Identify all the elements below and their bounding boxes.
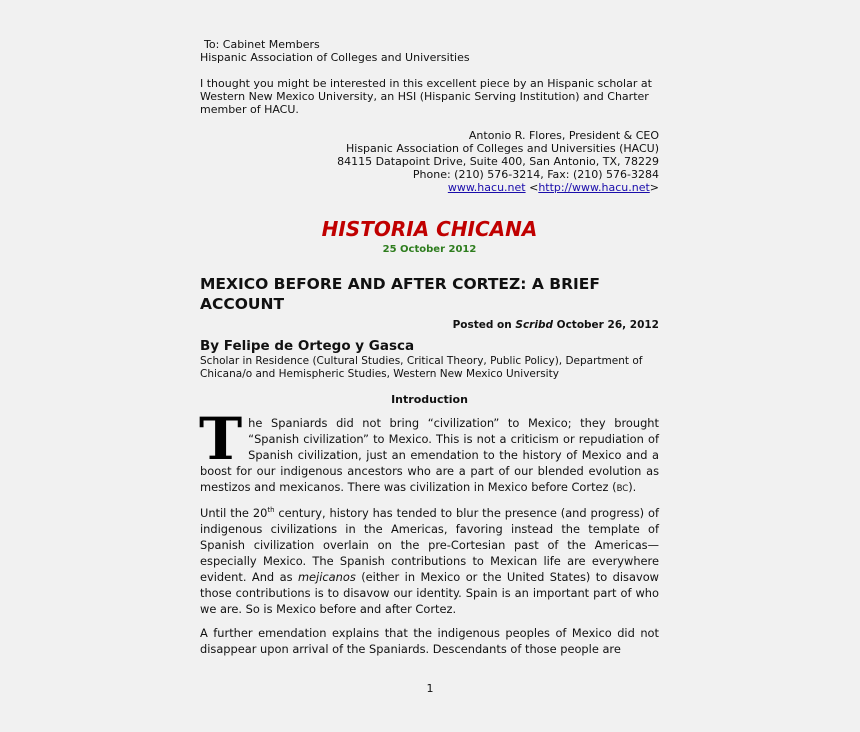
paragraph-2-a: Until the 20 <box>200 506 268 520</box>
article-byline: By Felipe de Ortego y Gasca <box>200 338 415 354</box>
article-body <box>199 405 659 657</box>
memo-organization: Hispanic Association of Colleges and Universities <box>200 51 470 64</box>
paragraph-3: A further emendation explains that the indigenous peoples of Mexico did not disappear upon arrival of the Spaniards. Descendants of those people are <box>200 626 659 656</box>
section-heading: Introduction <box>391 393 468 406</box>
hacu-link[interactable]: www.hacu.net <box>447 181 526 194</box>
posted-line <box>200 318 659 332</box>
posted-prefix: Posted on <box>452 319 516 331</box>
posted-date: October 26, 2012 <box>553 319 659 331</box>
superscript: th <box>267 506 275 515</box>
hacu-url-link[interactable]: http://www.hacu.net <box>538 181 650 194</box>
author-affiliation: Scholar in Residence (Cultural Studies, Critical Theory, Public Policy), Department of Chicana/o and Hemispheric Studies, Western New Mexico University <box>200 355 643 380</box>
web-end: > <box>649 181 659 194</box>
drop-cap: T <box>199 405 243 473</box>
paragraph-2-c: (either in Mexico or the United States) to disavow those contributions is to disavow our identity. Spain is an important part of who we are. So is Mexico before and after Cortez. <box>200 570 659 616</box>
memo-recipient: To: Cabinet Members <box>204 38 320 51</box>
article-headline: MEXICO BEFORE AND AFTER CORTEZ: A BRIEF ACCOUNT <box>200 275 600 313</box>
web-separator: < <box>525 181 539 194</box>
signature-address: 84115 Datapoint Drive, Suite 400, San Antonio, TX, 78229 <box>337 155 659 168</box>
posted-site: Scribd <box>515 319 553 331</box>
signature-phone: Phone: (210) 576-3214, Fax: (210) 576-3284 <box>412 168 659 181</box>
page-number: 1 <box>426 682 434 695</box>
paragraph-1 <box>199 405 659 497</box>
signature-block <box>200 129 659 194</box>
abbrev-bc: BC <box>616 484 629 494</box>
signature-name: Antonio R. Flores, President & CEO <box>468 129 659 142</box>
paragraph-1-end: ). <box>628 480 637 494</box>
document-content <box>200 38 659 657</box>
document-date: 25 October 2012 <box>382 244 477 255</box>
signature-org: Hispanic Association of Colleges and Universities (HACU) <box>346 142 659 155</box>
document-title: HISTORIA CHICANA <box>321 217 538 241</box>
paragraph-2 <box>200 505 659 617</box>
memo-note: I thought you might be interested in this excellent piece by an Hispanic scholar at Western New Mexico University, an HSI (Hispanic Serving Institution) and Charter member of HACU. <box>200 77 652 116</box>
emphasis: mejicanos <box>297 570 356 584</box>
paragraph-2-b: century, history has tended to blur the presence (and progress) of indigenous civilizations in the Americas, favoring instead the template of Spanish civilization overlain on the pre-Cortesian past of the Americas—especially Mexico. The Spanish contributions to Mexican life are everywhere evident. And as <box>200 506 659 584</box>
paragraph-1-text: he Spaniards did not bring “civilization” to Mexico; they brought “Spanish civilization” to Mexico. This is not a criticism or repudiation of Spanish civilization, just an emendation to the history of Mexico and a boost for our indigenous ancestors who are a part of our blended evolution as mestizos and mexicanos. There was civilization in Mexico before Cortez ( <box>200 416 659 494</box>
signature-web <box>200 181 659 194</box>
